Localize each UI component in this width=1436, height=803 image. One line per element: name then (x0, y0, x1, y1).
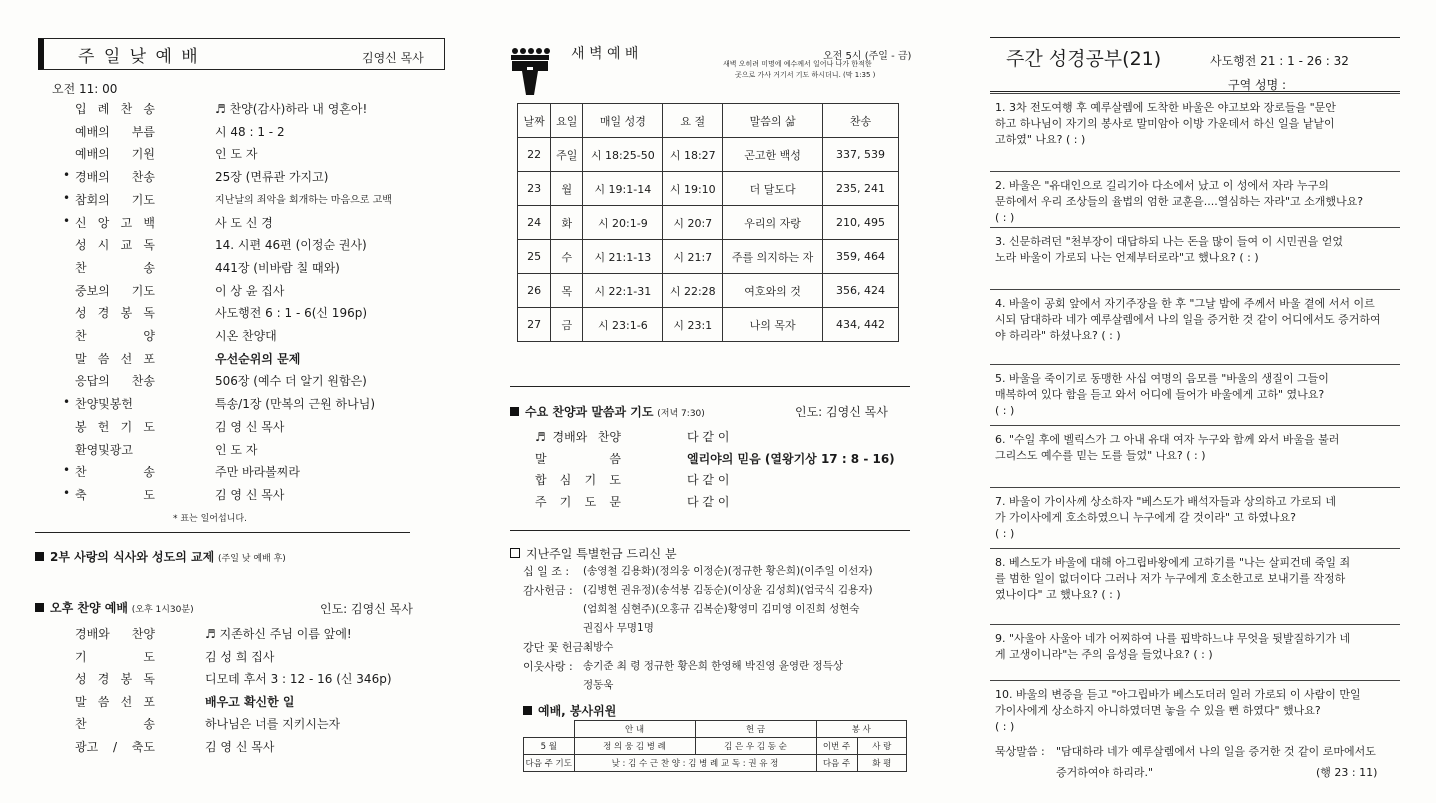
table-cell: 235, 241 (822, 172, 898, 206)
order-row (75, 670, 435, 686)
table-cell: 우리의 자랑 (723, 206, 823, 240)
table-cell: 수 (551, 240, 583, 274)
bullet-square-icon (35, 552, 44, 561)
order-label: 경배와 찬양 (75, 627, 155, 641)
dawn-time: 오전 5시 (주일 - 금) (823, 51, 912, 62)
dawn-schedule-table (517, 103, 899, 342)
order-value: ♬ 지존하신 주님 이름 앞에! (205, 627, 352, 641)
question-line: 하고 하나님이 자기의 봉사로 말미암아 이방 가운데서 하신 일을 낱낱이 (995, 117, 1335, 130)
question-line: 그리스도 예수를 믿는 도를 들었" 나요? ( : ) (995, 449, 1206, 462)
standing-mark: • (63, 463, 71, 478)
standing-mark: • (63, 395, 71, 410)
order-label: 환영및광고 (75, 442, 133, 457)
table-cell: 목 (551, 274, 583, 308)
table-header-cell: 찬송 (822, 104, 898, 138)
table-cell: 주일 (551, 138, 583, 172)
memory-verse-label: 묵상말씀 : (995, 745, 1045, 758)
part2-sub: (주일 낮 예배 후) (218, 554, 286, 564)
order-label: 광고 / 축도 (75, 740, 155, 754)
order-value: 다 같 이 (687, 494, 730, 509)
table-cell: 337, 539 (822, 138, 898, 172)
table-cell: 김 은 우 김 동 순 (695, 738, 816, 755)
order-value: 하나님은 너를 지키시는자 (205, 717, 341, 732)
weekday-column (505, 0, 910, 803)
question-line: 가이사에게 상소하지 아니하였더면 놓을 수 있을 뻔 하였다" 했나요? (995, 704, 1321, 717)
order-value: 다 같 이 (687, 430, 730, 444)
table-cell: 정 의 웅 김 병 례 (574, 738, 695, 755)
study-question (995, 631, 1395, 663)
offering-names: 정동욱 (583, 679, 614, 691)
table-row (524, 755, 907, 772)
study-question (995, 178, 1395, 226)
question-divider (990, 93, 1400, 94)
order-row (75, 236, 435, 252)
question-line: 6. "수일 후에 벨릭스가 그 아내 유대 여자 누구와 함께 와서 바울을 불러 (995, 433, 1340, 446)
table-cell: 금 (551, 308, 583, 342)
question-line: 4. 바울이 공회 앞에서 자기주장을 한 후 "그날 밤에 주께서 바울 곁에 서서 이르 (995, 297, 1375, 310)
study-range: 사도행전 21 : 1 - 26 : 32 (1210, 54, 1349, 68)
offering-names: 송기준 최 령 정규한 황은희 한영해 박진영 윤영란 정득상 (583, 660, 843, 672)
question-divider (990, 680, 1400, 681)
memory-verse-ref: (행 23 : 11) (1316, 766, 1378, 779)
study-question (995, 234, 1395, 266)
order-row (75, 304, 435, 320)
standing-mark: • (63, 213, 71, 228)
order-row (75, 327, 435, 343)
part2-heading (35, 548, 286, 565)
table-row (518, 206, 899, 240)
table-row (518, 138, 899, 172)
question-line: ( : ) (995, 404, 1015, 417)
order-value: 김 영 신 목사 (215, 419, 285, 434)
table-cell: 나의 목자 (723, 308, 823, 342)
question-line: 7. 바울이 가이사께 상소하자 "베스도가 배석자들과 상의하고 가로되 네 (995, 495, 1337, 508)
order-label: ♬경배와 찬양 (535, 430, 621, 444)
order-value: 다 같 이 (687, 473, 730, 487)
table-header-cell: 매일 성경 (583, 104, 663, 138)
question-line: ( : ) (995, 527, 1015, 540)
table-cell: 다음 주 기도 (524, 755, 575, 772)
question-line: ( : ) (995, 211, 1015, 224)
question-line: 였나이다" 고 했나요? ( : ) (995, 588, 1121, 601)
order-value: ♬ 찬양(감사)하라 내 영혼아! (215, 102, 368, 116)
order-value: 엘리야의 믿음 (열왕기상 17 : 8 - 16) (687, 451, 895, 466)
table-row (518, 172, 899, 206)
order-row (75, 625, 435, 641)
question-line: 5. 바울을 죽이기로 동맹한 사십 여명의 음모를 "바울의 생질이 그들이 (995, 372, 1329, 385)
study-question (995, 494, 1395, 542)
service-table (523, 720, 907, 772)
praying-choir-icon (507, 45, 553, 97)
order-row (63, 485, 435, 502)
standing-mark: • (63, 168, 71, 183)
offering-names: 최방수 (583, 641, 614, 653)
table-cell: 시 20:1-9 (583, 206, 663, 240)
study-column (990, 0, 1400, 803)
table-cell: 26 (518, 274, 551, 308)
study-question (995, 371, 1395, 419)
offering-names: (김병현 권유정)(송석봉 김동순)(이상윤 김성희)(엄국식 김용자) (583, 584, 873, 596)
order-label: 신 앙 고 백 (75, 215, 155, 230)
offering-title: 지난주일 특별헌금 드리신 분 (526, 547, 677, 561)
question-divider (990, 487, 1400, 488)
table-header-row (524, 721, 907, 738)
table-cell: 낮 : 김 수 근 찬 양 : 김 병 례 교 독 : 권 유 정 (574, 755, 816, 772)
study-question (995, 100, 1395, 148)
table-row (518, 274, 899, 308)
question-line: ( : ) (995, 720, 1015, 733)
dawn-title: 새 벽 예 배 (571, 46, 639, 62)
order-row (75, 123, 435, 139)
sunday-column (30, 0, 450, 803)
question-divider (990, 227, 1400, 228)
question-line: 2. 바울은 "유대인으로 길리기아 다소에서 났고 이 성에서 자라 누구의 (995, 179, 1329, 192)
table-cell: 헌 금 (695, 721, 816, 738)
order-row (63, 190, 435, 207)
question-line: 매복하여 있다 함을 듣고 와서 어디에 들어가 바울에게 고하" 였나요? (995, 388, 1325, 401)
question-line: 문하에서 우리 조상들의 율법의 엄한 교훈을....열심하는 자라"고 소개했나요? (995, 195, 1364, 208)
afternoon-leader: 인도: 김영신 목사 (320, 602, 413, 616)
service-title: 예배, 봉사위원 (538, 704, 617, 718)
study-title: 주간 성경공부(21) (1006, 48, 1162, 70)
order-value: 우선순위의 문제 (215, 351, 301, 366)
order-row (75, 372, 435, 388)
order-label: 축 도 (75, 487, 155, 502)
standing-note: * 표는 일어섭니다. (173, 514, 247, 524)
dawn-verse-1: 새벽 오히려 미명에 예수께서 일어나 나가 한적한 (723, 60, 872, 68)
order-value: 14. 시편 46편 (이정순 권사) (215, 238, 367, 253)
order-label: 참회의 기도 (75, 192, 155, 207)
table-cell: 5 월 (524, 738, 575, 755)
order-label: 성 시 교 독 (75, 238, 155, 253)
bullet-square-icon (510, 407, 519, 416)
order-label: 경배의 찬송 (75, 170, 155, 185)
order-label: 말 씀 (535, 451, 621, 466)
study-question (995, 555, 1395, 603)
order-value: 441장 (비바람 칠 때와) (215, 260, 340, 275)
study-group-name: 구역 성명 : (1228, 78, 1287, 92)
order-value: 인 도 자 (215, 147, 258, 162)
order-label: 찬 송 (75, 465, 155, 480)
question-divider (990, 289, 1400, 290)
afternoon-title: 오후 찬양 예배 (50, 601, 128, 615)
order-row (75, 100, 435, 116)
order-value: 이 상 윤 집사 (215, 283, 285, 298)
order-value: 시온 찬양대 (215, 329, 277, 343)
order-value: 김 성 희 집사 (205, 649, 275, 664)
standing-mark: • (63, 190, 71, 205)
divider (990, 91, 1400, 92)
question-line: 1. 3차 전도여행 후 예루살렘에 도착한 바울은 야고보와 장로들을 "문안 (995, 101, 1336, 114)
question-line: 노라 바울이 가로되 나는 언제부터로라"고 했나요? ( : ) (995, 251, 1259, 264)
order-label: 말 씀 선 포 (75, 351, 155, 366)
question-line: 고하였" 나요? ( : ) (995, 133, 1086, 146)
table-cell: 더 달도다 (723, 172, 823, 206)
table-cell: 시 20:7 (663, 206, 723, 240)
memory-verse-line-1: "담대하라 네가 예루살렘에서 나의 일을 증거한 것 같이 로마에서도 (1056, 745, 1376, 758)
table-cell: 시 22:28 (663, 274, 723, 308)
study-question (995, 296, 1395, 344)
order-row (75, 441, 435, 457)
table-cell: 시 18:25-50 (583, 138, 663, 172)
question-line: 8. 베스도가 바울에 대해 아그립바왕에게 고하기를 "나는 살피건데 죽일 죄 (995, 556, 1351, 569)
table-cell: 여호와의 것 (723, 274, 823, 308)
table-cell: 다음 주 (816, 755, 857, 772)
order-row (75, 648, 435, 664)
question-line: 9. "사울아 사울아 네가 어찌하여 나를 핍박하느냐 무엇을 뒷발질하기가 네 (995, 632, 1351, 645)
table-cell: 210, 495 (822, 206, 898, 240)
service-heading (523, 702, 616, 719)
order-value: 사 도 신 경 (215, 215, 273, 230)
order-label: 찬 송 (75, 717, 155, 732)
table-cell: 시 19:10 (663, 172, 723, 206)
order-row (75, 145, 435, 161)
question-divider (990, 624, 1400, 625)
order-value: 506장 (예수 더 알기 원함은) (215, 374, 367, 389)
question-line: 야 하리라" 하셨나요? ( : ) (995, 329, 1121, 342)
table-header-cell: 말씀의 삶 (723, 104, 823, 138)
question-line: 게 고생이니라"는 주의 음성을 들었나요? ( : ) (995, 648, 1213, 661)
order-label: 응답의 찬송 (75, 374, 155, 389)
table-header-cell: 요일 (551, 104, 583, 138)
bullet-square-icon (523, 706, 532, 715)
table-row (518, 240, 899, 274)
divider (510, 530, 910, 531)
order-row (63, 168, 435, 185)
order-label: 봉 헌 기 도 (75, 419, 155, 434)
table-cell: 이번 주 (816, 738, 857, 755)
table-cell: 시 23:1-6 (583, 308, 663, 342)
table-header-cell: 요 절 (663, 104, 723, 138)
order-label: 찬 송 (75, 260, 155, 275)
order-value: 25장 (면류관 가지고) (215, 170, 329, 185)
order-value: 배우고 확신한 일 (205, 694, 295, 709)
table-cell: 사 랑 (857, 738, 907, 755)
afternoon-time: (오후 1시30분) (131, 605, 194, 615)
table-cell: 주를 의지하는 자 (723, 240, 823, 274)
order-label: 찬양및봉헌 (75, 397, 133, 412)
question-line: 10. 바울의 변증을 듣고 "아그립바가 베스도더러 일러 가로되 이 사람이 만일 (995, 688, 1361, 701)
order-row (75, 738, 435, 754)
question-line: 를 범한 일이 없더이다 그러나 저가 누구에게 호소한고로 보내기를 작정하 (995, 572, 1346, 585)
table-cell: 434, 442 (822, 308, 898, 342)
question-line: 가 가이사에게 호소하였으니 누구에게 갈 것이라" 고 하였나요? (995, 511, 1297, 524)
order-row (75, 282, 435, 298)
order-label: 성 경 봉 독 (75, 672, 155, 687)
order-label: 합 심 기 도 (535, 473, 621, 487)
order-label: 예배의 부름 (75, 124, 155, 139)
table-cell: 356, 424 (822, 274, 898, 308)
order-row (75, 693, 435, 709)
wednesday-time: (저녁 7:30) (657, 409, 705, 419)
order-row (75, 350, 435, 366)
table-cell: 27 (518, 308, 551, 342)
order-row (63, 213, 435, 230)
table-cell: 안 내 (574, 721, 695, 738)
offering-names: (엄희철 심현주)(오홍규 김복순)황영미 김미영 이진희 성현숙 (583, 603, 860, 615)
divider (35, 532, 410, 533)
order-row (535, 450, 905, 466)
table-header-row (518, 104, 899, 138)
order-row (75, 259, 435, 275)
divider (990, 37, 1400, 38)
order-row (535, 471, 905, 487)
bullet-open-square-icon (510, 548, 520, 558)
table-cell: 시 18:27 (663, 138, 723, 172)
table-cell: 시 21:1-13 (583, 240, 663, 274)
question-divider (990, 548, 1400, 549)
order-label: 말 씀 선 포 (75, 694, 155, 709)
table-cell: 23 (518, 172, 551, 206)
order-value: 김 영 신 목사 (215, 487, 285, 502)
order-value: 디모데 후서 3 : 12 - 16 (신 346p) (205, 672, 392, 687)
bullet-square-icon (35, 603, 44, 612)
offering-heading (510, 545, 677, 562)
order-row (63, 463, 435, 480)
order-row (75, 418, 435, 434)
order-label: 기 도 (75, 649, 155, 664)
wednesday-leader: 인도: 김영신 목사 (795, 405, 888, 419)
question-divider (990, 364, 1400, 365)
order-label: 중보의 기도 (75, 283, 155, 298)
table-cell: 359, 464 (822, 240, 898, 274)
order-label: 입 례 찬 송 (75, 102, 155, 116)
sunday-time: 오전 11: 00 (52, 82, 118, 96)
table-header-cell: 날짜 (518, 104, 551, 138)
afternoon-heading (35, 599, 194, 616)
table-cell: 22 (518, 138, 551, 172)
table-cell: 곤고한 백성 (723, 138, 823, 172)
table-row (524, 738, 907, 755)
table-cell: 시 23:1 (663, 308, 723, 342)
order-value: 특송/1장 (만복의 근원 하나님) (215, 397, 375, 412)
sunday-pastor: 김영신 목사 (362, 51, 424, 65)
order-value: 김 영 신 목사 (205, 740, 275, 754)
memory-verse-line-2: 증거하여야 하리라." (1056, 766, 1154, 779)
standing-mark: • (63, 485, 71, 500)
question-divider (990, 425, 1400, 426)
order-value: 시 48 : 1 - 2 (215, 124, 285, 139)
part2-title: 2부 사랑의 식사와 성도의 교제 (50, 550, 215, 564)
dawn-verse-2: 곳으로 가사 거기서 기도 하시더니. (막 1:35 ) (735, 71, 876, 79)
order-label: 주 기 도 문 (535, 494, 621, 509)
divider (510, 386, 910, 387)
offering-names: (송영철 김용화)(정의웅 이정순)(정규한 황은희)(이주일 이선자) (583, 565, 873, 577)
wednesday-title: 수요 찬양과 말씀과 기도 (525, 405, 654, 419)
question-divider (990, 171, 1400, 172)
table-cell: 월 (551, 172, 583, 206)
table-cell: 25 (518, 240, 551, 274)
offering-label: 강단 꽃 헌금 : (523, 641, 591, 654)
offering-label: 이웃사랑 : (523, 660, 573, 673)
table-cell: 봉 사 (816, 721, 907, 738)
order-row (75, 715, 435, 731)
table-row (518, 308, 899, 342)
order-row (535, 428, 905, 444)
order-value: 주만 바라볼찌라 (215, 465, 300, 480)
question-line: 시되 담대하라 네가 예루살렘에서 나의 일을 증거한 것 같이 어디에서도 증거하여 (995, 313, 1381, 326)
table-cell: 시 21:7 (663, 240, 723, 274)
question-line: 3. 신문하려던 "천부장이 대답하되 나는 돈을 많이 들여 이 시민권을 얻었 (995, 235, 1344, 248)
study-question (995, 687, 1395, 735)
order-label: 성 경 봉 독 (75, 306, 155, 321)
table-cell: 화 평 (857, 755, 907, 772)
study-question (995, 432, 1395, 464)
order-value: 인 도 자 (215, 442, 258, 457)
order-value: 지난날의 죄악을 회개하는 마음으로 고백 (215, 194, 392, 206)
table-cell: 24 (518, 206, 551, 240)
order-row (535, 493, 905, 509)
offering-label: 감사헌금 : (523, 584, 573, 597)
wednesday-heading (510, 403, 705, 420)
offering-names: 권집사 무명1명 (583, 622, 654, 634)
order-label: 찬 양 (75, 329, 155, 343)
table-cell: 시 22:1-31 (583, 274, 663, 308)
table-cell: 화 (551, 206, 583, 240)
order-row (63, 395, 435, 412)
order-label: 예배의 기원 (75, 147, 155, 162)
offering-label: 십 일 조 : (523, 565, 570, 578)
order-value: 사도행전 6 : 1 - 6(신 196p) (215, 306, 368, 321)
sunday-title: 주 일 낮 예 배 (78, 47, 200, 67)
table-cell: 시 19:1-14 (583, 172, 663, 206)
